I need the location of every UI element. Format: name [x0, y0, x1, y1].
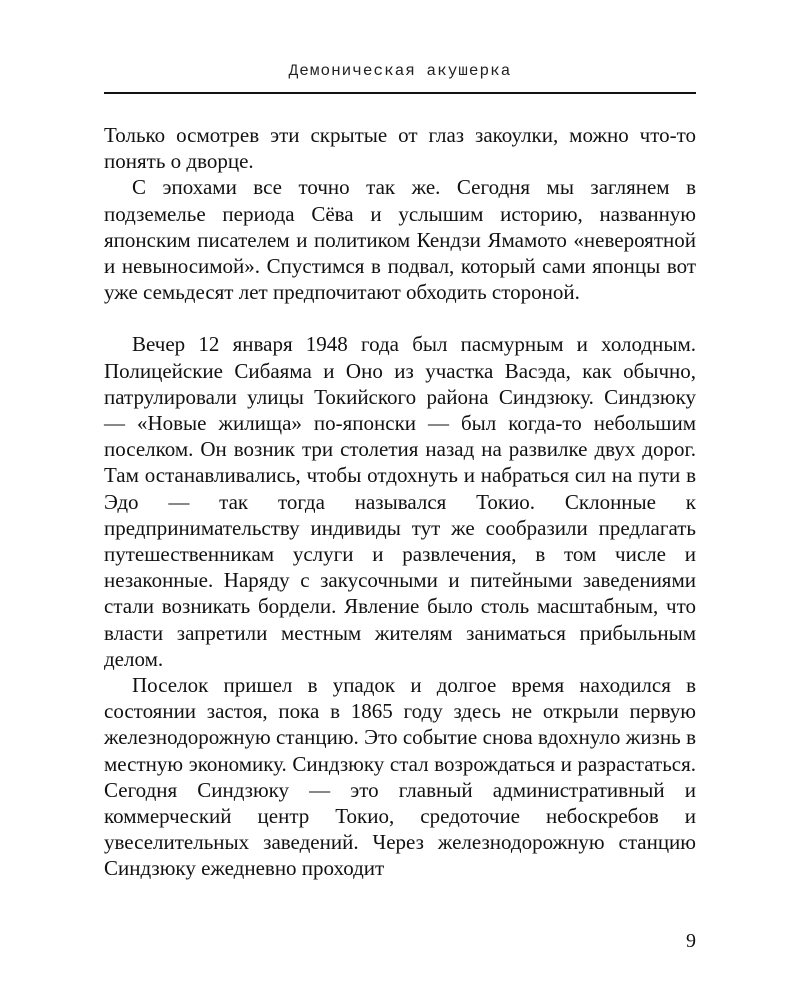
header-rule — [104, 92, 696, 94]
paragraph-3: Вечер 12 января 1948 года был пасмурным и холодным. Полицейские Сибаяма и Оно из участка Васэда, как обычно, патрулировали улицы Токийского района Синдзюку. Синдзюку — «Новые жилища» по-японски — был когда-то небольшим поселком. Он возник три столетия назад на развилке двух дорог. Там останавливались, чтобы отдохнуть и набраться сил на пути в Эдо — так тогда назывался Токио. Склонные к предпринимательству индивиды тут же сообразили предлагать путешественникам услуги и развлечения, в том числе и незаконные. Наряду с закусочными и питейными заведениями стали возникать бордели. Явление было столь масштабным, что власти запретили местным жителям заниматься прибыльным делом. — [104, 332, 696, 671]
running-header: Демоническая акушерка — [288, 62, 512, 80]
paragraph-4: Поселок пришел в упадок и долгое время находился в состоянии застоя, пока в 1865 году здесь не открыли первую железнодорожную станцию. Это событие снова вдохнуло жизнь в местную экономику. Синдзюку стал возрождаться и разрастаться. Сегодня Синдзюку — это главный административный и коммерческий центр Токио, средоточие небоскребов и увеселительных заведений. Через железнодорожную станцию Синдзюку ежедневно проходит — [104, 673, 696, 881]
body-text — [104, 122, 696, 882]
paragraph-2: С эпохами все точно так же. Сегодня мы заглянем в подземелье периода Сёва и услышим историю, названную японским писателем и политиком Кендзи Ямамото «невероятной и невыносимой». Спустимся в подвал, который сами японцы вот уже семьдесят лет предпочитают обходить стороной. — [104, 175, 696, 305]
page-number: 9 — [686, 930, 696, 952]
paragraph-1: Только осмотрев эти скрытые от глаз закоулки, можно что-то понять о дворце. — [104, 123, 696, 174]
